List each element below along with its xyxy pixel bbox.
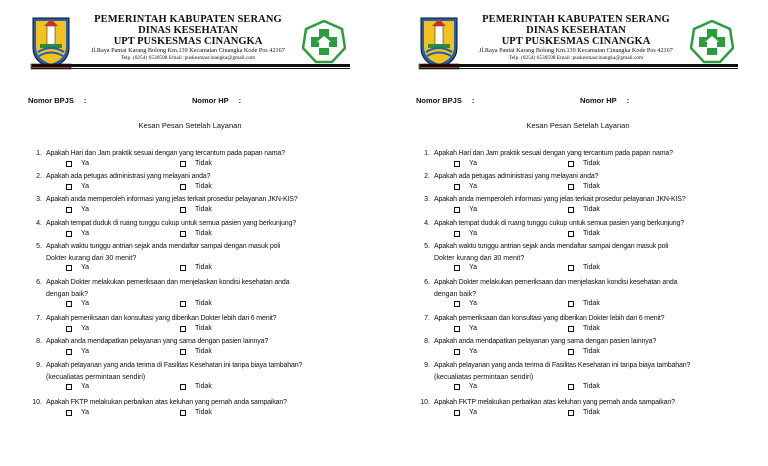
- no-option-label: Tidak: [195, 160, 212, 167]
- yes-checkbox[interactable]: [454, 231, 460, 237]
- letterhead-rule-thin: [420, 68, 738, 69]
- phone-number-field[interactable]: [192, 96, 241, 105]
- no-option[interactable]: [180, 325, 212, 332]
- no-option-label: Tidak: [583, 325, 600, 332]
- answer-options: [454, 160, 674, 170]
- answer-options: [66, 348, 286, 358]
- no-option[interactable]: [180, 383, 212, 390]
- yes-option[interactable]: [66, 183, 89, 190]
- question-number: 2.: [424, 173, 430, 180]
- no-option[interactable]: [180, 160, 212, 167]
- department-name: DINAS KESEHATAN: [526, 25, 626, 36]
- form-title: Kesan Pesan Setelah Layanan: [526, 121, 630, 130]
- no-option[interactable]: [180, 300, 212, 307]
- question-item: [28, 313, 344, 325]
- no-option-label: Tidak: [583, 383, 600, 390]
- answer-options: [66, 300, 286, 310]
- puskesmas-logo: [302, 20, 346, 64]
- clinic-name: UPT PUSKESMAS CINANGKA: [501, 36, 651, 47]
- yes-checkbox[interactable]: [454, 265, 460, 271]
- yes-option-label: Ya: [81, 206, 90, 213]
- no-option-label: Tidak: [195, 230, 212, 237]
- yes-option-label: Ya: [469, 160, 478, 167]
- yes-checkbox[interactable]: [66, 410, 72, 416]
- clinic-name: UPT PUSKESMAS CINANGKA: [113, 36, 263, 47]
- yes-option[interactable]: [66, 383, 89, 390]
- yes-option[interactable]: [66, 160, 89, 167]
- question-text: Apakah Hari dan Jam praktik sesuai dengan yang tercantum pada papan nama?: [434, 150, 673, 157]
- question-item: [416, 194, 732, 206]
- yes-option-label: Ya: [469, 300, 478, 307]
- no-option[interactable]: [568, 300, 600, 307]
- yes-option[interactable]: [454, 230, 477, 237]
- yes-option-label: Ya: [469, 409, 478, 416]
- yes-option-label: Ya: [81, 183, 90, 190]
- yes-option-label: Ya: [469, 325, 478, 332]
- no-checkbox[interactable]: [568, 207, 574, 213]
- no-option-label: Tidak: [583, 183, 600, 190]
- answer-options: [454, 183, 674, 193]
- answer-options: [454, 348, 674, 358]
- question-text-continued: Dokter kurang dari 30 menit?: [434, 254, 525, 262]
- no-option-label: Tidak: [583, 348, 600, 355]
- yes-checkbox[interactable]: [454, 161, 460, 167]
- answer-options: [454, 230, 674, 240]
- question-item: [416, 397, 732, 409]
- question-text: Apakah pemeriksaan dan konsultasi yang diberikan Dokter lebih dari 6 menit?: [46, 315, 277, 322]
- answer-options: [66, 264, 286, 274]
- question-item: [28, 218, 344, 230]
- no-option[interactable]: [180, 230, 212, 237]
- question-number: 2.: [36, 173, 42, 180]
- question-number: 8.: [36, 338, 42, 345]
- yes-option[interactable]: [66, 348, 89, 355]
- yes-checkbox[interactable]: [66, 231, 72, 237]
- hp-colon: :: [626, 96, 630, 105]
- no-checkbox[interactable]: [568, 410, 574, 416]
- yes-checkbox[interactable]: [66, 161, 72, 167]
- yes-checkbox[interactable]: [66, 349, 72, 355]
- phone-number-field[interactable]: [580, 96, 629, 105]
- question-item: [416, 171, 732, 183]
- no-option[interactable]: [568, 183, 600, 190]
- question-number: 6.: [424, 279, 430, 286]
- hp-label: Nomor HP: [192, 96, 229, 105]
- no-option[interactable]: [180, 264, 212, 271]
- puskesmas-logo: [690, 20, 734, 64]
- question-text: Apakah pelayanan yang anda terima di Fasilitas Kesehatan ini tanpa biaya tambahan?: [46, 362, 303, 369]
- no-option[interactable]: [568, 264, 600, 271]
- letterhead-rule: [420, 64, 738, 67]
- answer-options: [66, 230, 286, 240]
- yes-option[interactable]: [454, 409, 477, 416]
- yes-checkbox[interactable]: [66, 265, 72, 271]
- no-option[interactable]: [568, 206, 600, 213]
- yes-option[interactable]: [454, 206, 477, 213]
- no-checkbox[interactable]: [568, 301, 574, 307]
- question-text: Apakah anda memperoleh informasi yang jelas terkait prosedur pelayanan JKN-KIS?: [434, 196, 686, 203]
- question-text: Apakah pemeriksaan dan konsultasi yang diberikan Dokter lebih dari 6 menit?: [434, 315, 665, 322]
- question-text: Apakah ada petugas administrasi yang melayani anda?: [46, 173, 211, 180]
- no-option[interactable]: [568, 230, 600, 237]
- question-item: [28, 194, 344, 206]
- answer-options: [454, 206, 674, 216]
- answer-options: [454, 325, 674, 335]
- no-option-label: Tidak: [583, 300, 600, 307]
- question-text-continued: (kecualiatas permintaan sendiri): [434, 373, 534, 381]
- no-option[interactable]: [180, 206, 212, 213]
- question-text: Apakah Hari dan Jam praktik sesuai dengan yang tercantum pada papan nama?: [46, 150, 285, 157]
- question-text: Apakah FKTP melakukan perbaikan atas keluhan yang pernah anda sampaikan?: [434, 399, 675, 406]
- no-option-label: Tidak: [583, 160, 600, 167]
- no-checkbox[interactable]: [180, 161, 186, 167]
- no-option[interactable]: [568, 348, 600, 355]
- question-number: 6.: [36, 279, 42, 286]
- no-option[interactable]: [180, 409, 212, 416]
- no-checkbox[interactable]: [180, 326, 186, 332]
- question-number: 8.: [424, 338, 430, 345]
- question-item: [28, 148, 344, 160]
- question-number: 10.: [420, 399, 430, 406]
- bpjs-colon: :: [83, 96, 87, 105]
- question-item: [416, 336, 732, 348]
- yes-option[interactable]: [66, 325, 89, 332]
- question-item: [28, 336, 344, 348]
- question-item: [416, 241, 732, 264]
- question-text: Apakah FKTP melakukan perbaikan atas keluhan yang pernah anda sampaikan?: [46, 399, 287, 406]
- answer-options: [66, 383, 286, 393]
- question-text: Apakah waktu tunggu antrian sejak anda mendaftar sampai dengan masuk poli: [46, 243, 281, 250]
- yes-option[interactable]: [66, 300, 89, 307]
- no-option[interactable]: [568, 409, 600, 416]
- question-item: [28, 360, 344, 383]
- yes-checkbox[interactable]: [454, 301, 460, 307]
- question-number: 7.: [36, 315, 42, 322]
- survey-form: [392, 0, 764, 466]
- question-number: 3.: [36, 196, 42, 203]
- no-option-label: Tidak: [195, 183, 212, 190]
- no-checkbox[interactable]: [180, 231, 186, 237]
- answer-options: [454, 264, 674, 274]
- letterhead-rule-thin: [32, 68, 350, 69]
- yes-checkbox[interactable]: [454, 184, 460, 190]
- yes-option-label: Ya: [81, 348, 90, 355]
- no-option[interactable]: [568, 325, 600, 332]
- yes-option[interactable]: [66, 409, 89, 416]
- letterhead-text: [462, 14, 690, 62]
- question-text: Apakah Dokter melakukan pemeriksaan dan menjelaskan kondisi kesehatan anda: [46, 279, 290, 286]
- question-number: 1.: [424, 150, 430, 157]
- address: Jl.Raya Pantai Karang Bolong Km.139 Kecamatan Cinangka Kode Pos 42167: [479, 47, 673, 54]
- question-item: [416, 277, 732, 300]
- question-text: Apakah tempat duduk di ruang tunggu cukup untuk semua pasien yang berkunjung?: [46, 220, 296, 227]
- answer-options: [66, 206, 286, 216]
- question-item: [28, 171, 344, 183]
- yes-option-label: Ya: [469, 348, 478, 355]
- no-checkbox[interactable]: [180, 349, 186, 355]
- yes-option-label: Ya: [81, 325, 90, 332]
- letterhead-rule: [32, 64, 350, 67]
- hp-label: Nomor HP: [580, 96, 617, 105]
- yes-checkbox[interactable]: [454, 384, 460, 390]
- no-option-label: Tidak: [195, 325, 212, 332]
- question-text-continued: dengan baik?: [434, 290, 477, 298]
- question-text: Apakah anda memperoleh informasi yang jelas terkait prosedur pelayanan JKN-KIS?: [46, 196, 298, 203]
- no-checkbox[interactable]: [568, 384, 574, 390]
- yes-checkbox[interactable]: [66, 326, 72, 332]
- no-checkbox[interactable]: [180, 301, 186, 307]
- yes-option-label: Ya: [81, 264, 90, 271]
- bpjs-number-field[interactable]: [28, 96, 86, 105]
- question-text-continued: (kecualiatas permintaan sendiri): [46, 373, 146, 381]
- no-checkbox[interactable]: [180, 410, 186, 416]
- question-text: Apakah anda mendapatkan pelayanan yang sama dengan pasien lainnya?: [46, 338, 269, 345]
- answer-options: [66, 409, 286, 419]
- question-text: Apakah pelayanan yang anda terima di Fasilitas Kesehatan ini tanpa biaya tambahan?: [434, 362, 691, 369]
- no-checkbox[interactable]: [568, 265, 574, 271]
- question-item: [416, 218, 732, 230]
- no-option-label: Tidak: [583, 206, 600, 213]
- no-option[interactable]: [180, 348, 212, 355]
- yes-option-label: Ya: [81, 300, 90, 307]
- question-text: Apakah tempat duduk di ruang tunggu cukup untuk semua pasien yang berkunjung?: [434, 220, 684, 227]
- no-checkbox[interactable]: [568, 231, 574, 237]
- yes-checkbox[interactable]: [66, 207, 72, 213]
- no-checkbox[interactable]: [568, 349, 574, 355]
- yes-checkbox[interactable]: [454, 410, 460, 416]
- question-text-continued: Dokter kurang dari 30 menit?: [46, 254, 137, 262]
- bpjs-colon: :: [471, 96, 475, 105]
- question-number: 9.: [424, 362, 430, 369]
- question-text: Apakah waktu tunggu antrian sejak anda mendaftar sampai dengan masuk poli: [434, 243, 669, 250]
- yes-option-label: Ya: [81, 409, 90, 416]
- question-text-continued: dengan baik?: [46, 290, 89, 298]
- question-item: [416, 313, 732, 325]
- question-number: 7.: [424, 315, 430, 322]
- question-number: 4.: [424, 220, 430, 227]
- no-option-label: Tidak: [583, 409, 600, 416]
- no-option-label: Tidak: [195, 206, 212, 213]
- hp-colon: :: [238, 96, 242, 105]
- no-checkbox[interactable]: [180, 207, 186, 213]
- question-text: Apakah ada petugas administrasi yang melayani anda?: [434, 173, 599, 180]
- serang-regency-emblem: [418, 14, 460, 70]
- yes-option[interactable]: [66, 230, 89, 237]
- yes-checkbox[interactable]: [454, 326, 460, 332]
- question-text: Apakah Dokter melakukan pemeriksaan dan menjelaskan kondisi kesehatan anda: [434, 279, 678, 286]
- question-number: 5.: [36, 243, 42, 250]
- no-option-label: Tidak: [195, 300, 212, 307]
- contact-info: Telp. (0254) 6530598 Email :puskesmascinangka@gmail.com: [508, 54, 644, 61]
- contact-info: Telp. (0254) 6530598 Email :puskesmascinangka@gmail.com: [120, 54, 256, 61]
- answer-options: [66, 160, 286, 170]
- yes-option[interactable]: [454, 264, 477, 271]
- answer-options: [66, 183, 286, 193]
- question-number: 1.: [36, 150, 42, 157]
- no-option-label: Tidak: [195, 383, 212, 390]
- question-number: 4.: [36, 220, 42, 227]
- answer-options: [454, 409, 674, 419]
- serang-regency-emblem: [30, 14, 72, 70]
- question-item: [416, 360, 732, 383]
- question-text: Apakah anda mendapatkan pelayanan yang sama dengan pasien lainnya?: [434, 338, 657, 345]
- no-checkbox[interactable]: [568, 326, 574, 332]
- survey-form: [4, 0, 376, 466]
- yes-option[interactable]: [454, 325, 477, 332]
- no-option-label: Tidak: [195, 348, 212, 355]
- yes-option-label: Ya: [469, 230, 478, 237]
- yes-option[interactable]: [66, 264, 89, 271]
- yes-option[interactable]: [454, 183, 477, 190]
- yes-option-label: Ya: [469, 383, 478, 390]
- answer-options: [66, 325, 286, 335]
- no-option-label: Tidak: [583, 230, 600, 237]
- yes-option-label: Ya: [469, 264, 478, 271]
- yes-option[interactable]: [454, 300, 477, 307]
- yes-option[interactable]: [454, 160, 477, 167]
- question-number: 10.: [32, 399, 42, 406]
- no-option-label: Tidak: [583, 264, 600, 271]
- yes-checkbox[interactable]: [454, 207, 460, 213]
- yes-checkbox[interactable]: [66, 301, 72, 307]
- no-checkbox[interactable]: [180, 384, 186, 390]
- letterhead-text: [74, 14, 302, 62]
- question-item: [28, 397, 344, 409]
- yes-option-label: Ya: [469, 206, 478, 213]
- no-option[interactable]: [568, 160, 600, 167]
- address: Jl.Raya Pantai Karang Bolong Km.139 Kecamatan Cinangka Kode Pos 42167: [91, 47, 285, 54]
- bpjs-number-field[interactable]: [416, 96, 474, 105]
- bpjs-label: Nomor BPJS: [28, 96, 74, 105]
- yes-option-label: Ya: [81, 230, 90, 237]
- question-number: 5.: [424, 243, 430, 250]
- government-name: PEMERINTAH KABUPATEN SERANG: [482, 14, 670, 25]
- answer-options: [454, 383, 674, 393]
- yes-option-label: Ya: [81, 160, 90, 167]
- question-number: 3.: [424, 196, 430, 203]
- no-option-label: Tidak: [195, 409, 212, 416]
- government-name: PEMERINTAH KABUPATEN SERANG: [94, 14, 282, 25]
- yes-option[interactable]: [454, 348, 477, 355]
- bpjs-label: Nomor BPJS: [416, 96, 462, 105]
- no-option[interactable]: [568, 383, 600, 390]
- yes-option[interactable]: [66, 206, 89, 213]
- yes-checkbox[interactable]: [454, 349, 460, 355]
- no-checkbox[interactable]: [180, 265, 186, 271]
- yes-checkbox[interactable]: [66, 384, 72, 390]
- department-name: DINAS KESEHATAN: [138, 25, 238, 36]
- no-checkbox[interactable]: [568, 161, 574, 167]
- yes-option[interactable]: [454, 383, 477, 390]
- yes-option-label: Ya: [81, 383, 90, 390]
- form-title: Kesan Pesan Setelah Layanan: [138, 121, 242, 130]
- no-checkbox[interactable]: [568, 184, 574, 190]
- no-checkbox[interactable]: [180, 184, 186, 190]
- question-item: [416, 148, 732, 160]
- question-item: [28, 241, 344, 264]
- question-number: 9.: [36, 362, 42, 369]
- no-option[interactable]: [180, 183, 212, 190]
- yes-option-label: Ya: [469, 183, 478, 190]
- no-option-label: Tidak: [195, 264, 212, 271]
- yes-checkbox[interactable]: [66, 184, 72, 190]
- question-item: [28, 277, 344, 300]
- answer-options: [454, 300, 674, 310]
